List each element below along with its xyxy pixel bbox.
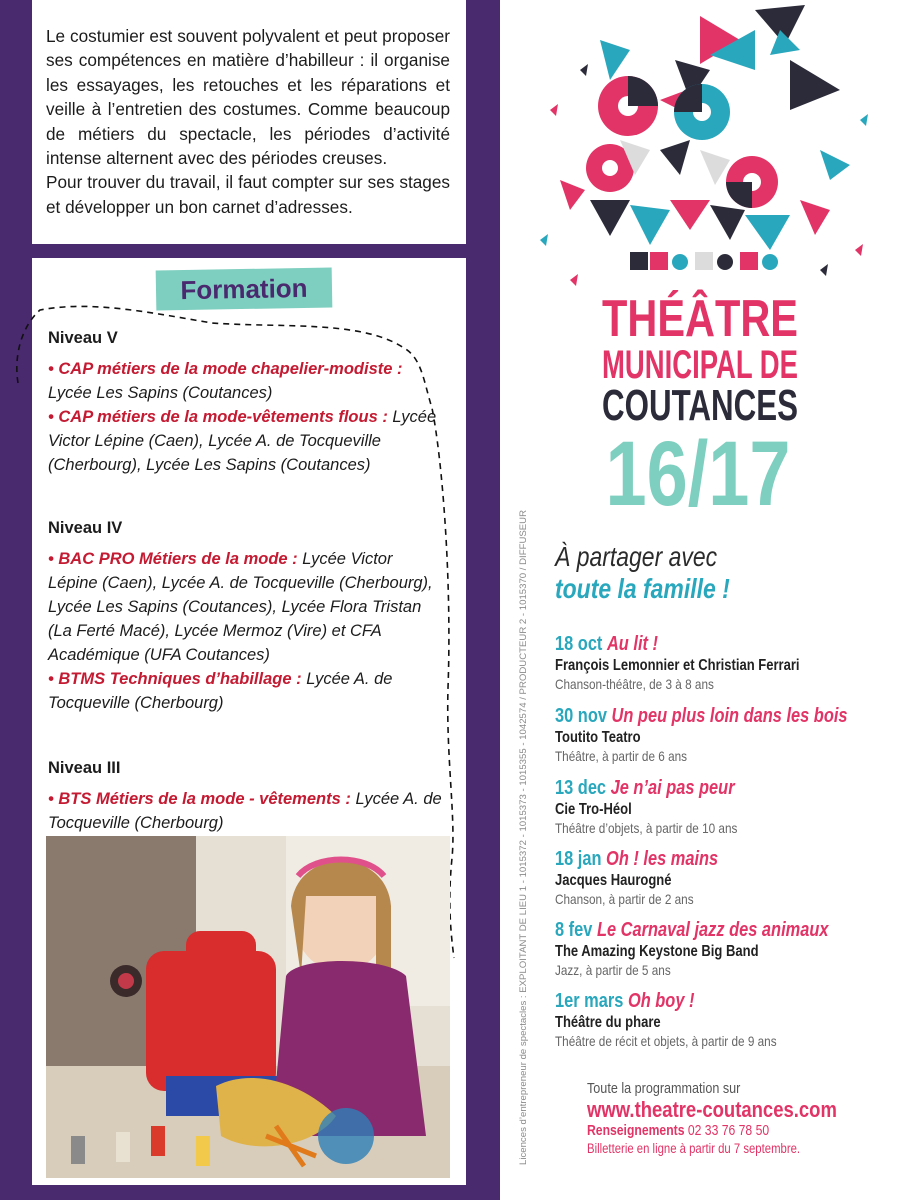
event-item [555, 848, 895, 907]
phone-number: 02 33 76 78 50 [687, 1123, 770, 1139]
event-title: Je n’ai pas peur [610, 777, 735, 799]
tagline [555, 541, 730, 605]
course-name: • BTS Métiers de la mode - vêtements : [48, 790, 351, 808]
footer [587, 1080, 887, 1156]
course-name: • BTMS Techniques d’habillage : [48, 670, 302, 688]
event-artist: Théâtre du phare [555, 1014, 661, 1031]
event-title: Le Carnaval jazz des animaux [596, 919, 829, 941]
footer-intro: Toute la programmation sur [587, 1080, 741, 1097]
event-date: 30 nov [555, 705, 607, 727]
event-item [555, 919, 895, 978]
event-title: Au lit ! [606, 633, 658, 655]
event-item [555, 990, 895, 1049]
course-places: Lycée Victor Lépine (Caen), Lycée A. de Tocqueville (Cherbourg), Lycée Les Sapins (Coutances) [48, 408, 437, 474]
course-places: Lycée A. de Tocqueville (Cherbourg) [48, 670, 393, 712]
logo-line-2: MUNICIPAL DE [602, 343, 798, 387]
event-title: Oh ! les mains [606, 848, 719, 870]
logo-line-3: COUTANCES [602, 381, 798, 430]
event-date: 18 jan [555, 848, 602, 870]
contact-line [587, 1123, 839, 1139]
tagline-line-2: toute la famille ! [555, 573, 730, 604]
geometric-figures-graphic [540, 5, 868, 286]
event-item [555, 633, 895, 692]
event-date: 8 fev [555, 919, 593, 941]
event-item [555, 705, 895, 764]
event-artist: Jacques Haurogné [555, 872, 672, 889]
ticketing-note: Billetterie en ligne à partir du 7 septembre. [587, 1141, 801, 1156]
event-title: Un peu plus loin dans les bois [611, 705, 848, 727]
logo-line-1: THÉÂTRE [602, 290, 848, 348]
level-iii-heading: Niveau III [48, 759, 121, 777]
course-places: Lycée A. de Tocqueville (Cherbourg) [48, 790, 442, 832]
formation-title: Formation [156, 267, 333, 310]
event-description: Chanson-théâtre, de 3 à 8 ans [555, 676, 714, 692]
event-description: Jazz, à partir de 5 ans [555, 962, 671, 978]
license-vertical-text: Licences d’entrepreneur de spectacles : EXPLOITANT DE LIEU 1 - 1015372 - 1015373 - 1015355 - 1042574 / PRODUCTEUR 2 - 1015370 / DIFFUSEUR [518, 509, 529, 1165]
event-item [555, 777, 895, 836]
girl-sewing-illustration [46, 836, 450, 1178]
formation-box [32, 258, 466, 1185]
event-date: 18 oct [555, 633, 603, 655]
level-v-heading: Niveau V [48, 329, 118, 347]
intro-text [46, 24, 450, 219]
course-name: • BAC PRO Métiers de la mode : [48, 550, 298, 568]
tagline-line-1: À partager avec [555, 541, 718, 572]
course-places: Lycée Victor Lépine (Caen), Lycée A. de Tocqueville (Cherbourg), Lycée Les Sapins (Coutances), Lycée Flora Tristan (La Ferté Macé), Lycée Mermoz (Vire) et CFA Académique (UFA Coutances) [48, 550, 433, 664]
event-artist: François Lemonnier et Christian Ferrari [555, 657, 800, 674]
event-date: 13 dec [555, 777, 607, 799]
level-iv-heading: Niveau IV [48, 519, 123, 537]
sewing-photo [46, 836, 450, 1178]
logo-season: 16/17 [605, 423, 791, 525]
course-places: Lycée Les Sapins (Coutances) [48, 384, 273, 402]
event-title: Oh boy ! [627, 990, 695, 1012]
event-description: Théâtre, à partir de 6 ans [555, 748, 688, 764]
level-iii-list [48, 787, 446, 835]
intro-paragraph-1: Le costumier est souvent polyvalent et peut proposer ses compétences en matière d’habilleur : il organise les essayages, les retouches et les réparations et veille à l’entretien des costumes. Comme beaucoup de métiers du spectacle, les périodes d’activité intense alternent avec des périodes creuses. [46, 26, 450, 169]
level-v-list [48, 357, 446, 477]
event-description: Chanson, à partir de 2 ans [555, 891, 694, 907]
event-artist: Toutito Teatro [555, 729, 641, 746]
event-artist: The Amazing Keystone Big Band [555, 943, 759, 960]
website-link[interactable]: www.theatre-coutances.com [587, 1097, 837, 1122]
intro-box [32, 0, 466, 244]
contact-label: Renseignements [587, 1123, 685, 1139]
course-name: • CAP métiers de la mode-vêtements flous : [48, 408, 388, 426]
intro-paragraph-2: Pour trouver du travail, il faut compter sur ses stages et développer un bon carnet d’adresses. [46, 172, 450, 217]
theatre-logo [500, 0, 903, 540]
event-date: 1er mars [555, 990, 624, 1012]
event-description: Théâtre d’objets, à partir de 10 ans [555, 820, 738, 836]
level-iv-list [48, 547, 446, 715]
event-artist: Cie Tro-Héol [555, 801, 632, 818]
course-name: • CAP métiers de la mode chapelier-modiste : [48, 360, 403, 378]
event-description: Théâtre de récit et objets, à partir de 9 ans [555, 1033, 777, 1049]
